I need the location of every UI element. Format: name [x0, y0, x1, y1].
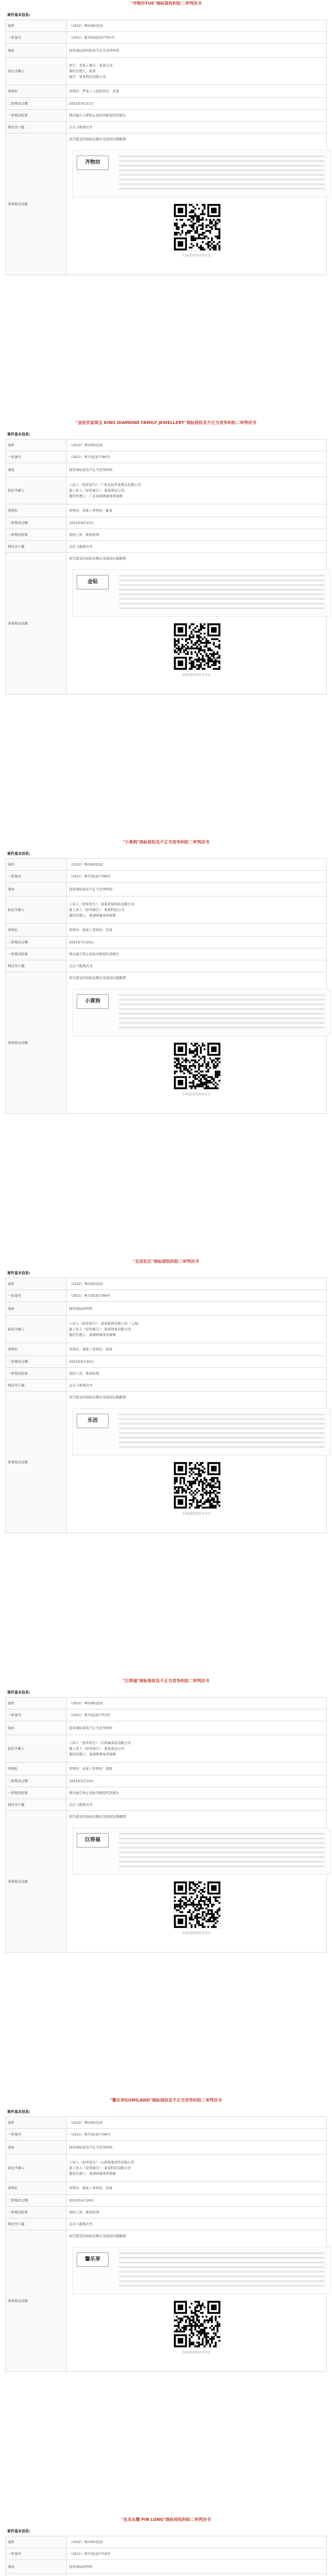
date-key: 二审判决日期 — [6, 98, 67, 110]
case-section — [5, 1677, 327, 2097]
table-row — [6, 883, 327, 896]
cause-value: 侵害商标权纠纷及不正当竞争纠纷 — [67, 44, 327, 58]
date-value: 2022年5月19日 — [67, 1775, 327, 1787]
evidence-box — [69, 975, 324, 1110]
evidence-document-image — [72, 1408, 330, 1455]
judge-key: 审判长 — [6, 924, 67, 937]
doc-download-link[interactable]: 点击下载判决书 — [67, 122, 327, 133]
result-value: 驳回上诉，维持原判 — [67, 2207, 327, 2218]
qr-code-graphic — [174, 204, 220, 250]
cause-value: 侵害商标权及不正当竞争纠纷 — [67, 463, 327, 477]
table-row — [6, 859, 327, 871]
table-row — [6, 85, 327, 98]
table-row — [6, 1302, 327, 1316]
date-key: 二审判决日期 — [6, 937, 67, 948]
case-number-value: （2021）粤73民初7798号 — [67, 871, 327, 883]
info-label: 案件基本信息: — [7, 1690, 30, 1694]
table-row — [6, 2560, 327, 2574]
evidence-text: 原告提交的商标注册证及侵权证据截图 — [69, 556, 126, 561]
case-section — [5, 419, 327, 839]
doc-key: 判决书下载 — [6, 122, 67, 133]
doc-key: 判决书下载 — [6, 541, 67, 553]
case-number-key: 一审案号 — [6, 2548, 67, 2560]
table-row — [6, 1698, 327, 1709]
judge-key: 审判长 — [6, 85, 67, 98]
parties-value — [67, 2574, 327, 2576]
case-info-table — [5, 858, 327, 1114]
cause-key: 案由 — [6, 883, 67, 896]
evidence-box — [69, 137, 324, 272]
info-label: 案件基本信息: — [7, 2110, 30, 2114]
case-section — [5, 2516, 327, 2576]
doc-key: 判决书下载 — [6, 1799, 67, 1811]
qr-code-icon[interactable] — [173, 1042, 221, 1090]
document-lines — [119, 2252, 325, 2290]
judge-key: 审判长 — [6, 1762, 67, 1775]
result-value: 驳回上诉，维持原判 — [67, 1368, 327, 1380]
party-line: 上诉人（原审原告）：某某环保科技有限公司 — [69, 902, 134, 906]
evidence-key: 涉案相关证据 — [6, 1392, 67, 1533]
table-row — [6, 2230, 327, 2372]
qr-code-icon[interactable] — [173, 1462, 221, 1509]
case-section — [5, 1258, 327, 1677]
case-title: "名龙永耀 PIN LONG"商标侵权纠纷二审判决书 — [121, 2517, 211, 2522]
evidence-key: 涉案相关证据 — [6, 133, 67, 275]
table-row — [6, 2536, 327, 2548]
doc-download-link[interactable]: 点击下载判决书 — [67, 541, 327, 553]
case-key: 案件 — [6, 1698, 67, 1709]
case-info-table — [5, 20, 327, 275]
doc-key: 判决书下载 — [6, 2218, 67, 2230]
case-number-key: 一审案号 — [6, 2129, 67, 2141]
table-row — [6, 58, 327, 85]
judge-value: 审判员：孙某 / 审判员：胡某 — [67, 1762, 327, 1775]
case-key: 案件 — [6, 1278, 67, 1290]
party-line: 上诉人（原审原告）：某某集团有限公司（上海） — [69, 1321, 141, 1326]
cause-key: 案由 — [6, 2141, 67, 2155]
case-title: "金钻世家珠宝 KING DIAMOND FAMILY JEWELLERY"商标侵权及不正当竞争纠纷二审判决书 — [75, 420, 257, 425]
parties-key: 诉讼当事人 — [6, 477, 67, 504]
trademark-logo: 巨将福 — [77, 1833, 109, 1848]
case-number-key: 一审案号 — [6, 1709, 67, 1721]
party-line: 被上诉人（原审被告）：某某贸易有限公司 — [69, 1327, 131, 1331]
table-row — [6, 541, 327, 553]
party-line: 上诉人（原审原告）：巨将福食品有限公司 — [69, 1740, 131, 1745]
judge-key: 审判长 — [6, 2182, 67, 2195]
table-row — [6, 1392, 327, 1533]
document-lines — [119, 994, 325, 1031]
parties-value — [67, 477, 327, 504]
evidence-key: 涉案相关证据 — [6, 553, 67, 694]
evidence-document-image — [72, 989, 330, 1036]
parties-key: 诉讼当事人 — [6, 1316, 67, 1343]
cause-key: 案由 — [6, 1302, 67, 1316]
qr-code-graphic — [174, 1882, 220, 1928]
date-value: 2022年7月26日 — [67, 937, 327, 948]
table-row — [6, 110, 327, 122]
table-row — [6, 948, 327, 960]
table-row — [6, 529, 327, 541]
result-key: 一审判决结果 — [6, 1368, 67, 1380]
cause-key: 案由 — [6, 1721, 67, 1735]
parties-key: 诉讼当事人 — [6, 2155, 67, 2182]
case-number-value: （2021）浙7002民初7791号 — [67, 32, 327, 44]
evidence-text: 原告提交的商标注册证及侵权证据截图 — [69, 137, 126, 141]
case-info-table — [5, 1278, 327, 1533]
judge-value: 审判员：刘某 / 审判员：陈某 — [67, 504, 327, 517]
table-row — [6, 504, 327, 517]
qr-code-graphic — [174, 1043, 220, 1089]
info-label: 案件基本信息: — [7, 1271, 30, 1275]
parties-key: 诉讼当事人 — [6, 58, 67, 85]
info-label: 案件基本信息: — [7, 432, 30, 436]
evidence-key: 涉案相关证据 — [6, 2230, 67, 2372]
table-row — [6, 44, 327, 58]
evidence-value — [67, 1811, 327, 1953]
judge-value: 审判员：周某 / 审判员：徐某 — [67, 1343, 327, 1356]
evidence-value — [67, 553, 327, 694]
evidence-value — [67, 133, 327, 275]
case-number-value: （2021）粤73民初7719号 — [67, 2548, 327, 2560]
party-line: 委托代理人：某律师事务所律师 — [69, 913, 116, 918]
table-row — [6, 1368, 327, 1380]
table-row — [6, 122, 327, 133]
table-row — [6, 1811, 327, 1953]
case-title: "馨乐享GOMILAND"商标侵权及不正当竞争纠纷二审判决书 — [110, 2098, 222, 2103]
evidence-document-image — [72, 569, 330, 617]
result-key: 一审判决结果 — [6, 110, 67, 122]
case-value: （2022）粤0391民初 — [67, 2536, 327, 2548]
doc-key: 判决书下载 — [6, 1380, 67, 1392]
evidence-box — [69, 2233, 324, 2368]
table-row — [6, 553, 327, 694]
party-line: 原告：李某 / 被告：某某公司 — [69, 63, 113, 67]
case-number-value: （2021）粤73民初7789号 — [67, 1290, 327, 1302]
evidence-text: 原告提交的商标注册证及侵权证据截图 — [69, 2234, 126, 2238]
table-row — [6, 1343, 327, 1356]
case-title: "巨将福"商标侵权及不正当竞争纠纷二审判决书 — [123, 1679, 209, 1683]
table-row — [6, 1316, 327, 1343]
qr-caption: 扫码查看判决书全文 — [182, 2351, 211, 2354]
case-section — [5, 0, 327, 419]
case-key: 案件 — [6, 20, 67, 32]
qr-code-icon[interactable] — [173, 204, 221, 251]
table-row — [6, 1787, 327, 1799]
document-lines — [119, 575, 325, 612]
parties-value — [67, 58, 327, 85]
judge-value: 审判员：罗某 / 人民陪审员：黄某 — [67, 85, 327, 98]
case-number-value: （2021）粤73民初7785号 — [67, 451, 327, 463]
party-line: 委托代理人：某律师事务所律师 — [69, 2171, 116, 2176]
evidence-text: 原告提交的商标注册证及侵权证据截图 — [69, 976, 126, 980]
case-section — [5, 2097, 327, 2516]
qr-caption: 扫码查看判决书全文 — [182, 1512, 211, 1516]
date-value: 2022年4月28日 — [67, 2195, 327, 2207]
table-row — [6, 439, 327, 451]
doc-download-link[interactable]: 点击下载判决书 — [67, 2218, 327, 2230]
evidence-box — [69, 1395, 324, 1530]
case-number-key: 一审案号 — [6, 451, 67, 463]
parties-value — [67, 1735, 327, 1762]
date-value: 2022年8月15日 — [67, 517, 327, 529]
qr-code-icon[interactable] — [173, 2300, 221, 2348]
date-key: 二审判决日期 — [6, 517, 67, 529]
doc-download-link[interactable]: 点击下载判决书 — [67, 960, 327, 972]
case-key: 案件 — [6, 2117, 67, 2129]
case-info-table — [5, 2536, 327, 2576]
document-lines — [119, 1414, 325, 1451]
date-key: 二审判决日期 — [6, 1775, 67, 1787]
table-row — [6, 477, 327, 504]
case-key: 案件 — [6, 2536, 67, 2548]
table-row — [6, 2548, 327, 2560]
doc-key: 判决书下载 — [6, 960, 67, 972]
party-line: 委托代理人：张某 — [69, 69, 96, 73]
evidence-key: 涉案相关证据 — [6, 972, 67, 1114]
table-row — [6, 960, 327, 972]
date-value: 2022年6月30日 — [67, 1356, 327, 1368]
party-line: 委托代理人：某律师事务所律师 — [69, 1332, 116, 1337]
table-row — [6, 2207, 327, 2218]
evidence-value — [67, 1392, 327, 1533]
case-number-value: （2021）粤73民初7748号 — [67, 2129, 327, 2141]
table-row — [6, 1356, 327, 1368]
cause-value: 侵害商标权及不正当竞争纠纷 — [67, 1721, 327, 1735]
trademark-logo: 小黄狗 — [77, 994, 109, 1009]
qr-code-icon[interactable] — [173, 1881, 221, 1928]
table-row — [6, 2117, 327, 2129]
result-value: 判决被告停止侵权并赔偿经济损失 — [67, 948, 327, 960]
trademark-logo: 齐物坊 — [77, 156, 109, 170]
case-title: "小黄狗"商标侵权及不正当竞争纠纷二审判决书 — [123, 840, 209, 844]
case-value: （2022）粤0391民初 — [67, 20, 327, 32]
table-row — [6, 2195, 327, 2207]
party-line: 委托代理人：某律师事务所律师 — [69, 1752, 116, 1756]
evidence-value — [67, 972, 327, 1114]
qr-caption: 扫码查看判决书全文 — [182, 254, 211, 258]
table-row — [6, 1290, 327, 1302]
table-row — [6, 1380, 327, 1392]
party-line: 被上诉人（原审被告）：某某珠宝公司 — [69, 488, 125, 493]
qr-caption: 扫码查看判决书全文 — [182, 1093, 211, 1096]
case-value: （2022）粤0391民初 — [67, 2117, 327, 2129]
qr-code-graphic — [174, 623, 220, 670]
judge-key: 审判长 — [6, 1343, 67, 1356]
table-row — [6, 2129, 327, 2141]
case-value: （2022）粤0391民初 — [67, 439, 327, 451]
evidence-value — [67, 2230, 327, 2372]
party-line: 被上诉人（原审被告）：某某科技有限公司 — [69, 2165, 131, 2170]
table-row — [6, 133, 327, 275]
judge-key: 审判长 — [6, 504, 67, 517]
table-row — [6, 98, 327, 110]
table-row — [6, 2182, 327, 2195]
case-value: （2022）粤0391民初 — [67, 1278, 327, 1290]
table-row — [6, 451, 327, 463]
case-value: （2022）粤0391民初 — [67, 1698, 327, 1709]
trademark-logo: 乐活 — [77, 1414, 109, 1428]
table-row — [6, 2574, 327, 2576]
result-key: 一审判决结果 — [6, 2207, 67, 2218]
parties-value — [67, 896, 327, 924]
info-label: 案件基本信息: — [7, 852, 30, 856]
date-key: 二审判决日期 — [6, 2195, 67, 2207]
table-row — [6, 20, 327, 32]
table-row — [6, 2141, 327, 2155]
table-row — [6, 896, 327, 924]
table-row — [6, 972, 327, 1114]
result-value: 判决被告停止侵权并赔偿经济损失 — [67, 1787, 327, 1799]
case-info-table — [5, 439, 327, 694]
cause-value: 侵害商标权及不正当竞争纠纷 — [67, 2141, 327, 2155]
document-lines — [119, 1833, 325, 1870]
party-line: 被告：某某科技有限公司 — [69, 74, 106, 79]
case-number-key: 一审案号 — [6, 871, 67, 883]
qr-code-graphic — [174, 2301, 220, 2347]
document-lines — [119, 156, 325, 193]
judge-value: 审判员：郑某 / 审判员：何某 — [67, 2182, 327, 2195]
parties-key: 诉讼当事人 — [6, 1735, 67, 1762]
qr-code-icon[interactable] — [173, 623, 221, 670]
evidence-text: 原告提交的商标注册证及侵权证据截图 — [69, 1395, 126, 1399]
doc-download-link[interactable]: 点击下载判决书 — [67, 1380, 327, 1392]
table-row — [6, 924, 327, 937]
parties-value — [67, 1316, 327, 1343]
party-line: 委托代理人：广东某律师事务所律师 — [69, 494, 123, 498]
cause-value: 侵害商标权纠纷 — [67, 2560, 327, 2574]
result-key: 一审判决结果 — [6, 529, 67, 541]
case-info-table — [5, 2116, 327, 2372]
cause-key: 案由 — [6, 463, 67, 477]
case-value: （2022）粤0391民初 — [67, 859, 327, 871]
info-label: 案件基本信息: — [7, 2529, 30, 2533]
result-key: 一审判决结果 — [6, 1787, 67, 1799]
table-row — [6, 1775, 327, 1787]
case-number-value: （2021）粤73民初7753号 — [67, 1709, 327, 1721]
qr-caption: 扫码查看判决书全文 — [182, 1931, 211, 1935]
evidence-text: 原告提交的商标注册证及侵权证据截图 — [69, 1815, 126, 1819]
qr-code-graphic — [174, 1462, 220, 1509]
cause-key: 案由 — [6, 2560, 67, 2574]
table-row — [6, 937, 327, 948]
table-row — [6, 2218, 327, 2230]
result-value: 驳回上诉，维持原判 — [67, 529, 327, 541]
table-row — [6, 1709, 327, 1721]
party-line: 上诉人（原审原告）：山西某某商贸有限公司 — [69, 2160, 134, 2164]
case-section — [5, 839, 327, 1258]
cause-key: 案由 — [6, 44, 67, 58]
table-row — [6, 32, 327, 44]
evidence-box — [69, 1814, 324, 1949]
party-line: 上诉人（原审原告）：广州金钻世家珠宝有限公司 — [69, 482, 141, 487]
date-key: 二审判决日期 — [6, 1356, 67, 1368]
table-row — [6, 1721, 327, 1735]
result-value: 判决被告立即停止侵权并赔偿经济损失 — [67, 110, 327, 122]
evidence-box — [69, 556, 324, 691]
date-value: 2022年9月22日 — [67, 98, 327, 110]
doc-download-link[interactable]: 点击下载判决书 — [67, 1799, 327, 1811]
cause-value: 侵害商标权纠纷 — [67, 1302, 327, 1316]
parties-key: 诉讼当事人 — [6, 896, 67, 924]
evidence-document-image — [72, 2247, 330, 2294]
evidence-key: 涉案相关证据 — [6, 1811, 67, 1953]
result-key: 一审判决结果 — [6, 948, 67, 960]
trademark-logo: 金钻 — [77, 575, 109, 589]
case-key: 案件 — [6, 859, 67, 871]
table-row — [6, 1799, 327, 1811]
case-key: 案件 — [6, 439, 67, 451]
evidence-document-image — [72, 1827, 330, 1875]
case-info-table — [5, 1697, 327, 1953]
case-number-key: 一审案号 — [6, 32, 67, 44]
evidence-document-image — [72, 150, 330, 197]
case-title: "乐活社区"商标侵权纠纷二审判决书 — [133, 1259, 199, 1264]
table-row — [6, 2155, 327, 2182]
case-number-key: 一审案号 — [6, 1290, 67, 1302]
qr-caption: 扫码查看判决书全文 — [182, 673, 211, 677]
cause-value: 侵害商标权及不正当竞争纠纷 — [67, 883, 327, 896]
parties-value — [67, 2155, 327, 2182]
party-line: 被上诉人（原审被告）：某某科技公司 — [69, 907, 125, 912]
table-row — [6, 1762, 327, 1775]
parties-key — [6, 2574, 67, 2576]
table-row — [6, 463, 327, 477]
table-row — [6, 1278, 327, 1290]
judge-value: 审判员：杨某 / 审判员：吴某 — [67, 924, 327, 937]
table-row — [6, 517, 327, 529]
trademark-logo: 馨乐享 — [77, 2252, 109, 2267]
table-row — [6, 1735, 327, 1762]
table-row — [6, 871, 327, 883]
case-title: "齐物坊YUE"商标侵权纠纷二审判决书 — [130, 1, 202, 6]
info-label: 案件基本信息: — [7, 13, 30, 17]
party-line: 被上诉人（原审被告）：某某食品公司 — [69, 1746, 125, 1751]
